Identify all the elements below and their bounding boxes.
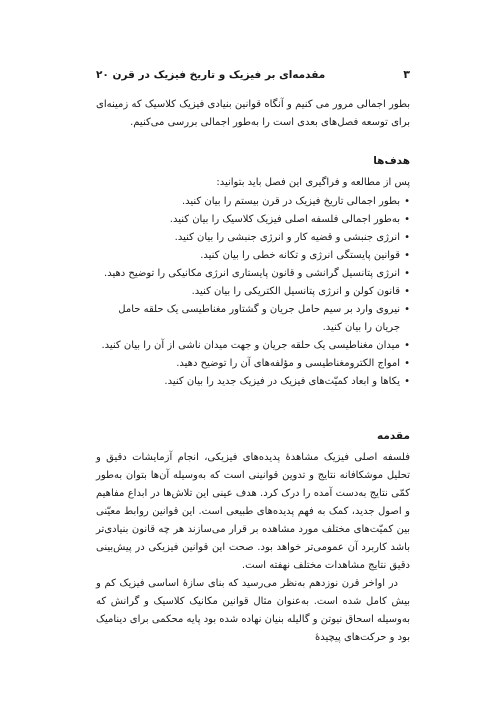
objective-item: • امواج الکترومغناطیسی و مؤلفه‌های آن را توضیح دهید. [96, 355, 410, 373]
opening-paragraph: بطور اجمالی مرور می کنیم و آنگاه قوانین بنیادی فیزیک کلاسیک که زمینه‌ای برای توسعه فصل‌های بعدی است را به‌طور اجمالی بررسی می‌کنیم. [96, 99, 410, 128]
introduction-heading: مقدمه [377, 430, 410, 442]
objectives-heading: هدف‌ها [373, 155, 410, 167]
introduction-paragraph: در اواخر قرن نوزدهم به‌نظر می‌رسید که بنای سازۀ اساسی فیزیک کم و بیش کامل شده است. به‌عنوان مثال قوانین مکانیک کلاسیک و گرانش که به‌وسیله اسحاق نیوتن و گالیله بنیان نهاده شده بود پایه محکمی برای دینامیک بود و حرکت‌های پیچیدۀ [96, 578, 410, 643]
objective-item: • بطور اجمالی تاریخ فیزیک در قرن بیستم را بیان کنید. [96, 193, 410, 211]
objective-item: • انرژی پتانسیل گرانشی و قانون پایستاری انرژی مکانیکی را توضیح دهید. [96, 265, 410, 283]
introduction-paragraph: فلسفه اصلی فیزیک مشاهدۀ پدیده‌های فیزیکی، انجام آزمایشات دقیق و تحلیل موشکافانه نتایج و تدوین قوانینی است که به‌وسیله آن‌ها بتوان به‌طور کمّی نتایج به‌دست آمده را درک کرد. هدف عینی این تلاش‌ها در ابداع مفاهیم و اصول جدید، کمک به فهم پدیده‌های طبیعی است. این قوانین روابط معیّنی بین کمیّت‌های مختلف مورد مشاهده بر قرار می‌سازند هر چه قانون بنیادی‌تر باشد کاربرد آن عمومی‌تر خواهد بود. صحت این قوانین فیزیکی در پیش‌بینی دقیق نتایج مشاهدات مختلف نهفته است. [96, 452, 410, 571]
section-spacer [96, 391, 410, 407]
objective-item: • قوانین پایستگی انرژی و تکانه خطی را بیان کنید. [96, 247, 410, 265]
objective-item: • یکاها و ابعاد کمیّت‌های فیزیک در فیزیک جدید را بیان کنید. [96, 373, 410, 391]
running-header [96, 68, 410, 81]
page-number: ۳ [403, 68, 410, 81]
objective-item: • قانون کولن و انرژی پتانسیل الکتریکی را بیان کنید. [96, 283, 410, 301]
objectives-intro: پس از مطالعه و فراگیری این فصل باید بتوانید: [216, 177, 410, 188]
page-content [96, 96, 410, 647]
objective-item: • انرژی جنبشی و قضیه کار و انرژی جنبشی را بیان کنید. [96, 229, 410, 247]
objective-item: • میدان مغناطیسی یک حلقه جریان و جهت میدان ناشی از آن را بیان کنید. [96, 337, 410, 355]
objective-item: • نیروی وارد بر سیم حامل جریان و گشتاور مغناطیسی یک حلقه حامل جریان را بیان کنید. [96, 301, 410, 337]
objectives-list [96, 193, 410, 391]
running-title: مقدمه‌ای بر فیزیک و تاریخ فیزیک در قرن ۲۰ [96, 69, 326, 81]
objective-item: • به‌طور اجمالی فلسفه اصلی فیزیک کلاسیک را بیان کنید. [96, 211, 410, 229]
